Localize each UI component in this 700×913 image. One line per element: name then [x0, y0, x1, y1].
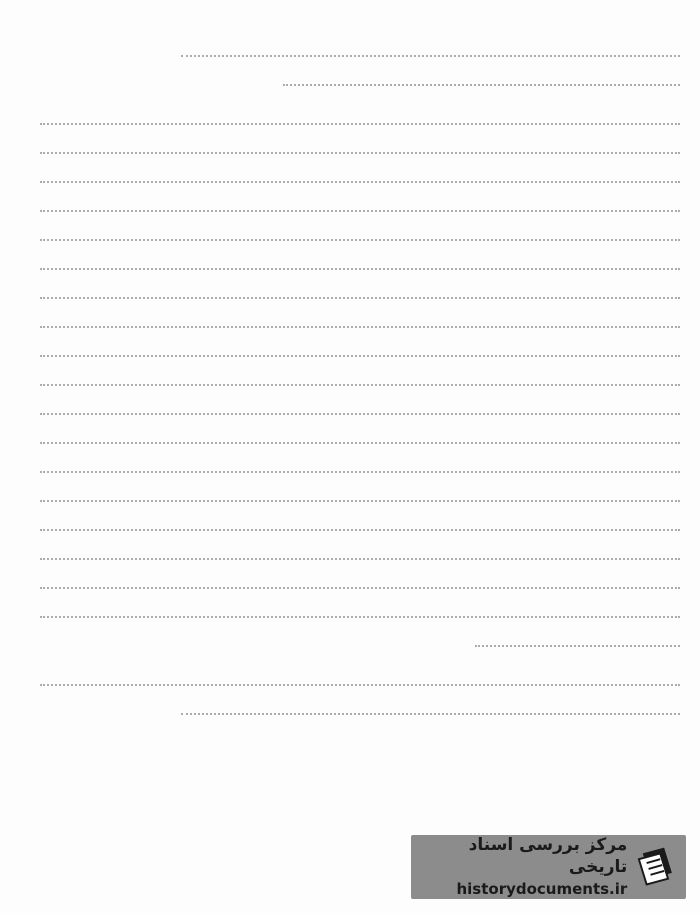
handwritten-text-body — [40, 55, 680, 742]
handwritten-line — [40, 239, 680, 243]
handwritten-line — [181, 713, 680, 717]
handwritten-line — [40, 413, 680, 417]
handwritten-line — [40, 326, 680, 330]
handwritten-line — [40, 210, 680, 214]
watermark-url: historydocuments.ir — [456, 880, 628, 898]
watermark-text — [411, 834, 627, 900]
archive-watermark — [411, 835, 686, 899]
handwritten-line — [40, 355, 680, 359]
handwritten-line — [40, 471, 680, 475]
document-stack-logo-icon — [635, 843, 678, 891]
handwritten-line — [40, 529, 680, 533]
handwritten-line — [40, 152, 680, 156]
handwritten-line — [40, 500, 680, 504]
handwritten-line — [40, 181, 680, 185]
handwritten-line — [181, 55, 680, 59]
handwritten-line — [40, 587, 680, 591]
handwritten-line — [40, 558, 680, 562]
handwritten-line — [40, 384, 680, 388]
handwritten-line — [40, 616, 680, 620]
handwritten-line — [40, 268, 680, 272]
handwritten-line — [475, 645, 680, 649]
handwritten-line — [40, 297, 680, 301]
handwritten-line — [283, 84, 680, 88]
handwritten-line — [40, 123, 680, 127]
handwritten-line — [40, 684, 680, 688]
watermark-title: مرکز بررسی اسناد تاریخی — [468, 835, 628, 877]
handwritten-line — [40, 442, 680, 446]
